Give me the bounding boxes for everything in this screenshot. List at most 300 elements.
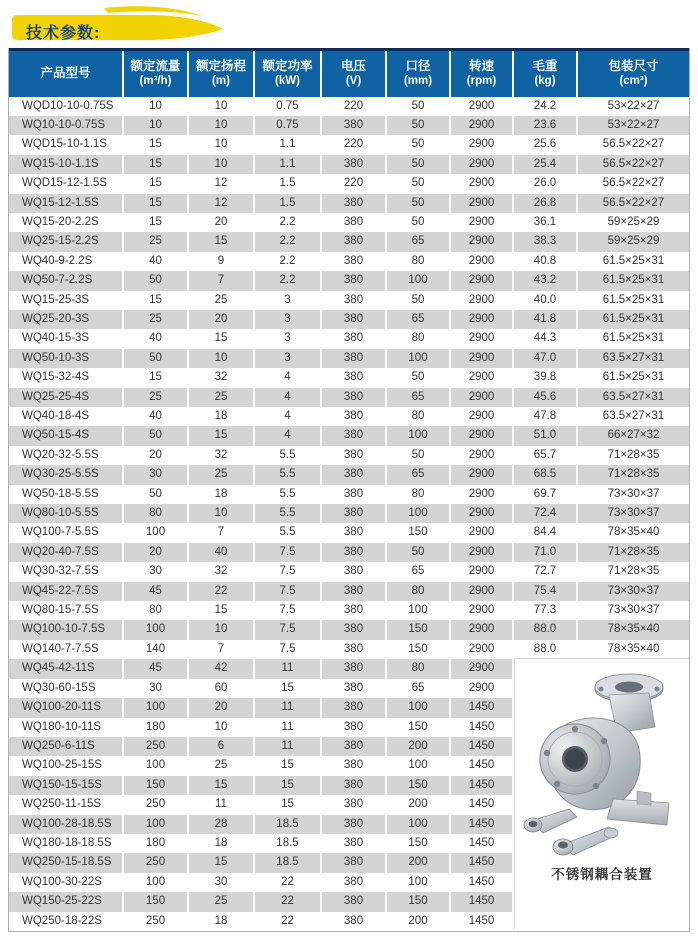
cell-flow: 100 (123, 756, 188, 775)
pump-image-caption: 不锈钢耦合装置 (551, 867, 653, 882)
cell-packing: 63.5×27×31 (602, 351, 665, 364)
cell-head: 40 (188, 543, 254, 562)
cell-weight: 88.0 (513, 620, 577, 639)
cell-diameter: 50 (386, 155, 450, 174)
cell-flow: 45 (123, 659, 188, 678)
cell-model: WQ20-32-5.5S (9, 446, 123, 465)
cell-model: WQ100-10-7.5S (9, 620, 123, 639)
table-row (9, 446, 689, 465)
cell-power: 2.2 (254, 232, 321, 251)
cell-voltage: 380 (321, 718, 386, 737)
cell-model: WQ15-25-3S (9, 291, 123, 310)
cell-flow: 15 (123, 368, 188, 387)
cell-model: WQ250-11-15S (9, 795, 123, 814)
table-row (9, 601, 689, 620)
cell-diameter: 50 (386, 446, 450, 465)
column-header-voltage (321, 50, 386, 97)
cell-head: 20 (188, 310, 254, 329)
cell-diameter: 65 (386, 562, 450, 581)
cell-voltage: 380 (321, 271, 386, 290)
cell-packing: 71×28×35 (607, 468, 660, 481)
cell-packing: 53×22×27 (607, 118, 660, 131)
table-row (9, 291, 689, 310)
cell-power: 2.2 (254, 252, 321, 271)
cell-diameter: 50 (386, 543, 450, 562)
cell-voltage: 380 (321, 523, 386, 542)
cell-head: 42 (188, 659, 254, 678)
cell-diameter: 100 (386, 698, 450, 717)
cell-diameter: 100 (386, 601, 450, 620)
cell-diameter: 80 (386, 485, 450, 504)
cell-model: WQ30-60-15S (9, 679, 123, 698)
cell-power: 15 (254, 776, 321, 795)
cell-power: 5.5 (254, 504, 321, 523)
cell-flow: 15 (123, 174, 188, 193)
cell-voltage: 380 (321, 407, 386, 426)
cell-flow: 30 (123, 679, 188, 698)
table-row (9, 465, 689, 484)
cell-speed: 2900 (450, 135, 513, 154)
cell-voltage: 380 (321, 349, 386, 368)
cell-flow: 30 (123, 465, 188, 484)
cell-speed: 2900 (450, 523, 513, 542)
column-header-model (9, 50, 123, 97)
cell-flow: 50 (123, 271, 188, 290)
cell-head: 32 (188, 368, 254, 387)
cell-weight: 26.8 (513, 194, 577, 213)
cell-diameter: 50 (386, 97, 450, 116)
column-header-power (254, 50, 321, 97)
cell-power: 7.5 (254, 562, 321, 581)
cell-power: 11 (254, 698, 321, 717)
cell-model: WQ20-40-7.5S (9, 543, 123, 562)
cell-model: WQ10-10-0.75S (9, 116, 123, 135)
column-label: 额定功率 (262, 59, 313, 74)
cell-model: WQ15-12-1.5S (9, 194, 123, 213)
cell-model: WQ180-10-11S (9, 718, 123, 737)
cell-speed: 2900 (450, 271, 513, 290)
cell-power: 1.1 (254, 155, 321, 174)
table-row (9, 485, 689, 504)
column-label: 毛重 (532, 59, 558, 74)
cell-diameter: 100 (386, 349, 450, 368)
cell-flow: 100 (123, 523, 188, 542)
cell-flow: 25 (123, 388, 188, 407)
cell-speed: 2900 (450, 465, 513, 484)
cell-model: WQ15-20-2.2S (9, 213, 123, 232)
cell-diameter: 200 (386, 912, 450, 931)
cell-model: WQ150-25-22S (9, 892, 123, 911)
cell-voltage: 380 (321, 543, 386, 562)
cell-flow: 15 (123, 213, 188, 232)
cell-voltage: 380 (321, 659, 386, 678)
cell-model: WQ150-15-15S (9, 776, 123, 795)
cell-packing: 63.5×27×31 (602, 390, 665, 403)
cell-diameter: 50 (386, 116, 450, 135)
cell-diameter: 50 (386, 291, 450, 310)
cell-diameter: 65 (386, 232, 450, 251)
cell-voltage: 380 (321, 213, 386, 232)
cell-weight: 71.0 (513, 543, 577, 562)
cell-packing: 59×25×29 (607, 215, 660, 228)
cell-model: WQ250-15-18.5S (9, 853, 123, 872)
cell-head: 20 (188, 698, 254, 717)
cell-head: 25 (188, 465, 254, 484)
cell-speed: 2900 (450, 368, 513, 387)
cell-flow: 40 (123, 329, 188, 348)
cell-head: 10 (188, 349, 254, 368)
cell-weight: 39.8 (513, 368, 577, 387)
cell-voltage: 380 (321, 853, 386, 872)
cell-packing: 73×30×37 (607, 507, 660, 520)
cell-voltage: 380 (321, 291, 386, 310)
cell-power: 3 (254, 291, 321, 310)
cell-packing: 56.5×22×27 (602, 177, 665, 190)
cell-power: 7.5 (254, 543, 321, 562)
cell-packing: 61.5×25×31 (602, 274, 665, 287)
cell-flow: 30 (123, 562, 188, 581)
cell-model: WQ30-25-5.5S (9, 465, 123, 484)
column-header-head (188, 50, 254, 97)
cell-speed: 2900 (450, 232, 513, 251)
cell-head: 10 (188, 155, 254, 174)
cell-diameter: 65 (386, 388, 450, 407)
cell-diameter: 65 (386, 465, 450, 484)
cell-model: WQ80-15-7.5S (9, 601, 123, 620)
cell-head: 12 (188, 174, 254, 193)
cell-speed: 1450 (450, 698, 513, 717)
column-label: 产品型号 (40, 66, 91, 81)
cell-model: WQ50-15-4S (9, 426, 123, 445)
cell-speed: 2900 (450, 329, 513, 348)
cell-speed: 1450 (450, 737, 513, 756)
cell-packing: 61.5×25×31 (602, 371, 665, 384)
cell-speed: 1450 (450, 776, 513, 795)
cell-diameter: 80 (386, 582, 450, 601)
cell-diameter: 50 (386, 368, 450, 387)
column-unit: (rpm) (466, 75, 497, 88)
cell-model: WQ50-10-3S (9, 349, 123, 368)
cell-packing: 73×30×37 (607, 584, 660, 597)
cell-flow: 20 (123, 543, 188, 562)
cell-speed: 2900 (450, 504, 513, 523)
cell-weight: 75.4 (513, 582, 577, 601)
cell-speed: 2900 (450, 291, 513, 310)
cell-speed: 2900 (450, 426, 513, 445)
column-unit: (V) (345, 75, 362, 88)
table-row (9, 388, 689, 407)
table-row (9, 310, 689, 329)
cell-flow: 20 (123, 446, 188, 465)
cell-power: 1.1 (254, 135, 321, 154)
cell-packing: 56.5×22×27 (602, 196, 665, 209)
cell-power: 4 (254, 388, 321, 407)
cell-voltage: 380 (321, 116, 386, 135)
table-row (9, 213, 689, 232)
page-title: 技术参数: (26, 25, 101, 42)
cell-flow: 100 (123, 873, 188, 892)
cell-voltage: 220 (321, 174, 386, 193)
column-label: 额定扬程 (195, 59, 246, 74)
cell-power: 15 (254, 795, 321, 814)
cell-voltage: 380 (321, 873, 386, 892)
cell-model: WQ140-7-7.5S (9, 640, 123, 659)
cell-weight: 45.6 (513, 388, 577, 407)
cell-flow: 40 (123, 407, 188, 426)
cell-head: 7 (188, 271, 254, 290)
table-row (9, 135, 689, 154)
cell-diameter: 65 (386, 310, 450, 329)
cell-power: 15 (254, 679, 321, 698)
column-label: 转速 (468, 59, 494, 74)
cell-head: 10 (188, 504, 254, 523)
cell-voltage: 380 (321, 698, 386, 717)
header-row (9, 50, 689, 97)
cell-head: 60 (188, 679, 254, 698)
cell-packing: 66×27×32 (607, 429, 660, 442)
cell-head: 15 (188, 853, 254, 872)
cell-head: 10 (188, 97, 254, 116)
cell-model: WQ40-9-2.2S (9, 252, 123, 271)
cell-voltage: 380 (321, 776, 386, 795)
cell-flow: 50 (123, 349, 188, 368)
table-row (9, 349, 689, 368)
table-row (9, 97, 689, 116)
cell-voltage: 380 (321, 329, 386, 348)
cell-voltage: 380 (321, 912, 386, 931)
cell-head: 25 (188, 291, 254, 310)
cell-diameter: 100 (386, 756, 450, 775)
column-unit: (m) (212, 75, 230, 88)
cell-packing: 63.5×27×31 (602, 410, 665, 422)
cell-model: WQ100-28-18.5S (9, 815, 123, 834)
cell-model: WQ45-22-7.5S (9, 582, 123, 601)
cell-head: 18 (188, 485, 254, 504)
cell-weight: 88.0 (513, 640, 577, 659)
cell-head: 6 (188, 737, 254, 756)
table-row (9, 155, 689, 174)
cell-head: 15 (188, 329, 254, 348)
cell-voltage: 380 (321, 504, 386, 523)
cell-speed: 2900 (450, 407, 513, 426)
column-label: 电压 (340, 59, 366, 74)
cell-power: 1.5 (254, 174, 321, 193)
cell-power: 2.2 (254, 213, 321, 232)
cell-speed: 2900 (450, 446, 513, 465)
cell-weight: 23.6 (513, 116, 577, 135)
cell-voltage: 380 (321, 368, 386, 387)
cell-model: WQ250-6-11S (9, 737, 123, 756)
cell-speed: 2900 (450, 562, 513, 581)
cell-head: 28 (188, 815, 254, 834)
cell-head: 18 (188, 912, 254, 931)
cell-weight: 72.7 (513, 562, 577, 581)
cell-weight: 72.4 (513, 504, 577, 523)
cell-head: 9 (188, 252, 254, 271)
cell-power: 3 (254, 310, 321, 329)
cell-speed: 1450 (450, 912, 513, 931)
cell-power: 4 (254, 368, 321, 387)
cell-weight: 25.6 (513, 135, 577, 154)
cell-speed: 1450 (450, 756, 513, 775)
cell-packing: 78×35×40 (607, 526, 660, 539)
cell-weight: 69.7 (513, 485, 577, 504)
cell-head: 10 (188, 116, 254, 135)
cell-flow: 50 (123, 485, 188, 504)
cell-flow: 100 (123, 698, 188, 717)
table-row (9, 504, 689, 523)
cell-diameter: 150 (386, 718, 450, 737)
cell-power: 11 (254, 659, 321, 678)
table-row (9, 116, 689, 135)
column-header-packing (577, 50, 689, 97)
cell-head: 15 (188, 776, 254, 795)
cell-power: 4 (254, 407, 321, 426)
cell-model: WQ50-7-2.2S (9, 271, 123, 290)
cell-flow: 250 (123, 737, 188, 756)
table-row (9, 640, 689, 659)
cell-voltage: 380 (321, 640, 386, 659)
cell-model: WQ50-18-5.5S (9, 485, 123, 504)
cell-speed: 2900 (450, 194, 513, 213)
cell-packing: 78×35×40 (607, 642, 660, 655)
cell-power: 7.5 (254, 620, 321, 639)
cell-power: 18.5 (254, 853, 321, 872)
column-header-flow (123, 50, 188, 97)
cell-speed: 2900 (450, 252, 513, 271)
table-row (9, 562, 689, 581)
cell-head: 20 (188, 213, 254, 232)
cell-model: WQ25-25-4S (9, 388, 123, 407)
cell-model: WQ180-18-18.5S (9, 834, 123, 853)
cell-model: WQ40-15-3S (9, 329, 123, 348)
cell-weight: 44.3 (513, 329, 577, 348)
column-unit: (mm) (403, 75, 433, 88)
cell-diameter: 150 (386, 523, 450, 542)
table-row (9, 271, 689, 290)
cell-power: 7.5 (254, 582, 321, 601)
pump-photo (517, 663, 687, 863)
cell-speed: 2900 (450, 659, 513, 678)
cell-weight: 77.3 (513, 601, 577, 620)
cell-diameter: 100 (386, 873, 450, 892)
cell-model: WQ25-20-3S (9, 310, 123, 329)
cell-voltage: 380 (321, 310, 386, 329)
cell-model: WQ25-15-2.2S (9, 232, 123, 251)
cell-voltage: 380 (321, 155, 386, 174)
cell-packing: 71×28×35 (607, 545, 660, 558)
cell-power: 22 (254, 873, 321, 892)
cell-voltage: 380 (321, 737, 386, 756)
cell-head: 15 (188, 426, 254, 445)
column-label: 口径 (405, 59, 431, 74)
cell-head: 18 (188, 407, 254, 426)
cell-voltage: 380 (321, 756, 386, 775)
cell-voltage: 380 (321, 620, 386, 639)
cell-packing: 73×30×37 (607, 604, 660, 617)
cell-head: 12 (188, 194, 254, 213)
section-title-banner (6, 2, 236, 44)
cell-flow: 15 (123, 135, 188, 154)
cell-speed: 2900 (450, 601, 513, 620)
pump-image-panel (514, 658, 689, 929)
cell-speed: 1450 (450, 892, 513, 911)
cell-flow: 50 (123, 426, 188, 445)
cell-speed: 2900 (450, 97, 513, 116)
cell-model: WQ100-30-22S (9, 873, 123, 892)
cell-model: WQD15-12-1.5S (9, 174, 123, 193)
cell-voltage: 380 (321, 795, 386, 814)
cell-voltage: 380 (321, 194, 386, 213)
cell-speed: 1450 (450, 718, 513, 737)
table-row (9, 523, 689, 542)
cell-power: 5.5 (254, 523, 321, 542)
cell-voltage: 380 (321, 562, 386, 581)
cell-head: 15 (188, 232, 254, 251)
cell-speed: 1450 (450, 815, 513, 834)
cell-diameter: 200 (386, 737, 450, 756)
cell-diameter: 80 (386, 659, 450, 678)
cell-flow: 10 (123, 97, 188, 116)
table-row (9, 194, 689, 213)
cell-diameter: 80 (386, 407, 450, 426)
cell-weight: 84.4 (513, 523, 577, 542)
cell-diameter: 150 (386, 892, 450, 911)
cell-speed: 2900 (450, 640, 513, 659)
cell-model: WQD15-10-1.1S (9, 135, 123, 154)
cell-voltage: 380 (321, 601, 386, 620)
column-unit: (kg) (534, 75, 556, 88)
cell-flow: 180 (123, 834, 188, 853)
cell-diameter: 100 (386, 426, 450, 445)
cell-power: 5.5 (254, 465, 321, 484)
cell-packing: 56.5×22×27 (602, 157, 665, 170)
cell-diameter: 50 (386, 135, 450, 154)
cell-power: 3 (254, 349, 321, 368)
cell-speed: 2900 (450, 620, 513, 639)
cell-packing: 56.5×22×27 (602, 138, 665, 151)
cell-packing: 73×30×37 (607, 487, 660, 500)
cell-speed: 2900 (450, 388, 513, 407)
column-label: 包装尺寸 (608, 59, 659, 74)
cell-speed: 1450 (450, 795, 513, 814)
cell-head: 10 (188, 718, 254, 737)
cell-model: WQ30-32-7.5S (9, 562, 123, 581)
cell-flow: 15 (123, 291, 188, 310)
cell-model: WQ15-10-1.1S (9, 155, 123, 174)
column-header-speed (450, 50, 513, 97)
cell-weight: 38.3 (513, 232, 577, 251)
cell-model: WQ15-32-4S (9, 368, 123, 387)
cell-model: WQ100-7-5.5S (9, 523, 123, 542)
cell-model: WQ45-42-11S (9, 659, 123, 678)
cell-model: WQ250-18-22S (9, 912, 123, 931)
cell-weight: 40.0 (513, 291, 577, 310)
cell-flow: 25 (123, 310, 188, 329)
column-header-weight (513, 50, 577, 97)
cell-weight: 41.8 (513, 310, 577, 329)
column-unit: (kW) (275, 75, 300, 88)
cell-flow: 250 (123, 912, 188, 931)
cell-weight: 51.0 (513, 426, 577, 445)
cell-power: 5.5 (254, 446, 321, 465)
cell-weight: 43.2 (513, 271, 577, 290)
cell-power: 0.75 (254, 97, 321, 116)
cell-speed: 2900 (450, 485, 513, 504)
cell-flow: 45 (123, 582, 188, 601)
spec-table-header (9, 50, 689, 97)
cell-diameter: 50 (386, 194, 450, 213)
